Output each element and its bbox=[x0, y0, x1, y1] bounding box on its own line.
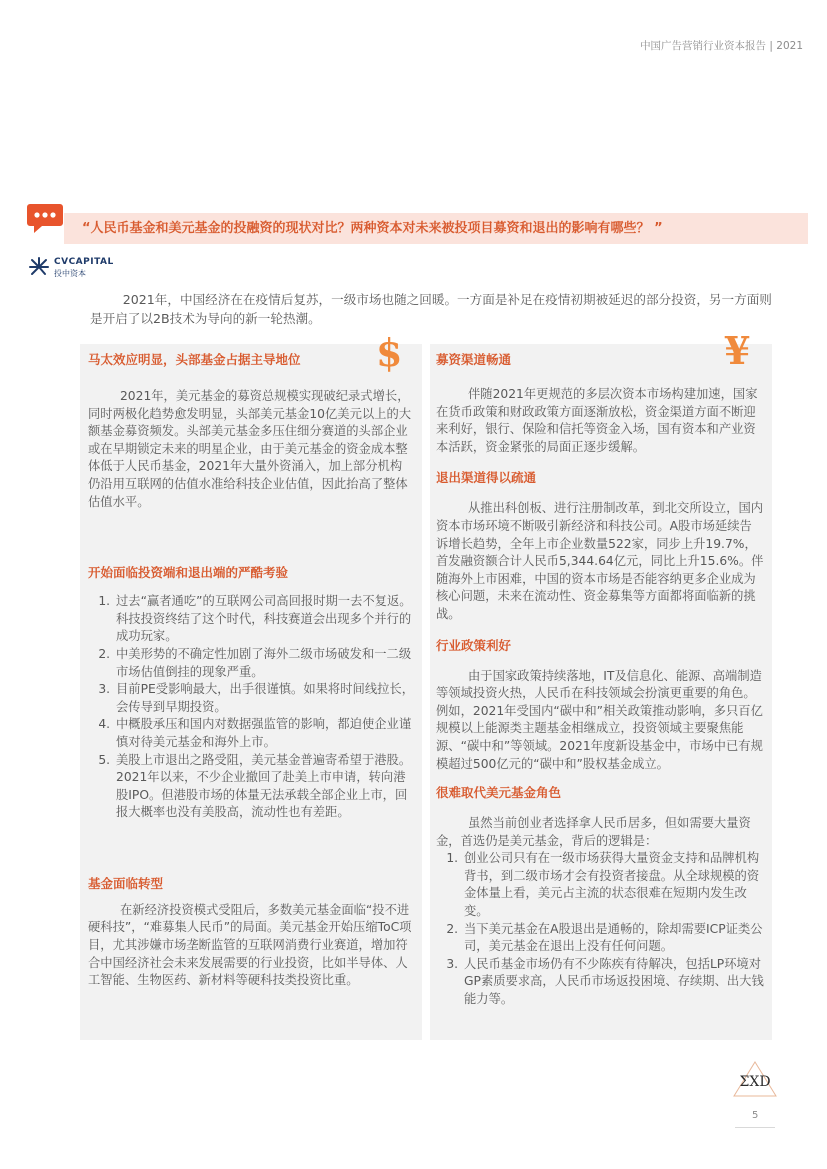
list-item: 1. 过去“赢者通吃”的互联网公司高回报时期一去不复返。科技投资终结了这个时代，科技赛道会出现多个并行的成功玩家。 bbox=[114, 593, 414, 646]
cvcapital-logo bbox=[28, 256, 128, 280]
right-section-3-title: 行业政策利好 bbox=[436, 637, 512, 653]
right-section-2-title: 退出渠道得以疏通 bbox=[436, 470, 537, 486]
list-item: 4. 中概股承压和国内对数据强监管的影响，都迫使企业谨慎对待美元基金和海外上市。 bbox=[114, 716, 414, 751]
right-section-1-text: 伴随2021年更规范的多层次资本市场构建加速，国家在货币政策和财政政策方面逐渐放松，资金渠道方面不断迎来利好，银行、保险和信托等资金入场，国有资本和产业资本活跃，资金紧张的局面正逐步缓解。 bbox=[436, 387, 758, 454]
right-section-1-title: 募资渠道畅通 bbox=[436, 352, 512, 367]
left-section-1-title: 马太效应明显，头部基金占据主导地位 bbox=[88, 352, 301, 367]
left-section-2-list bbox=[88, 593, 414, 822]
right-section-3-text: 由于国家政策持续落地，IT及信息化、能源、高端制造等领域投资火热，人民币在科技领域会扮演更重要的角色。例如，2021年受国内“碳中和”相关政策推动影响，多只百亿规模以上能源类主题基金相继成立，投资领域主要聚焦能源、“碳中和”等领域。2021年度新设基金中，市场中已有规模超过500亿元的“碳中和”股权基金成立。 bbox=[436, 668, 763, 771]
list-item: 3. 人民币基金市场仍有不少陈疾有待解决，包括LP环境对GP素质要求高，人民币市场返投困境、存续期、出大钱能力等。 bbox=[462, 956, 764, 1009]
right-section-4-title: 很难取代美元基金角色 bbox=[436, 785, 562, 801]
list-item: 3. 目前PE受影响最大，出手很谨慎。如果将时间线拉长，会传导到早期投资。 bbox=[114, 681, 414, 716]
intro-text: 2021年，中国经济在在疫情后复苏，一级市场也随之回暖。一方面是补足在疫情初期被延迟的部分投资，另一方面则是开启了以2B技术为导向的新一轮热潮。 bbox=[90, 292, 772, 326]
list-item: 2. 中美形势的不确定性加剧了海外二级市场破发和一二级市场估值倒挂的现象严重。 bbox=[114, 646, 414, 681]
list-item: 1. 创业公司只有在一级市场获得大量资金支持和品牌机构背书，到二级市场才会有投资者接盘。从全球规模的资金体量上看，美元占主流的状态很难在短期内发生改变。 bbox=[462, 850, 764, 920]
logo-name-cn: 投中资本 bbox=[54, 269, 86, 278]
report-header-title: 中国广告营销行业资本报告 | 2021 bbox=[640, 40, 803, 52]
usd-fund-panel bbox=[80, 344, 422, 1040]
intro-paragraph bbox=[90, 290, 778, 328]
left-section-1-text: 2021年，美元基金的募资总规模实现破纪录式增长，同时两极化趋势愈发明显，头部美元基金10亿美元以上的大额基金募资频发。头部美元基金多压住细分赛道的头部企业或在早期锁定未来的明星企业，由于美元基金的资金成本整体低于人民币基金，2021年大量外资涌入，加上部分机构仍沿用互联网的估值水准给科技企业估值，因此抬高了整体估值水平。 bbox=[88, 389, 412, 509]
rmb-fund-panel bbox=[430, 344, 772, 1040]
right-section-4-text: 虽然当前创业者选择拿人民币居多，但如需要大量资金，首选仍是美元基金，背后的逻辑是： bbox=[436, 816, 751, 848]
list-item: 5. 美股上市退出之路受阻，美元基金普遍寄希望于港股。2021年以来，不少企业撤回了赴美上市申请，转向港股IPO。但港股市场的体量无法承载全部企业上市，回报大概率也没有美股高，流动性也有差距。 bbox=[114, 752, 414, 822]
question-banner: “人民币基金和美元基金的投融资的现状对比？两种资本对未来被投项目募资和退出的影响有哪些？ ” bbox=[64, 213, 808, 244]
dollar-icon: $ bbox=[376, 330, 403, 375]
brand-logo bbox=[730, 1060, 780, 1100]
brand-logo-text: ΣXD bbox=[739, 1074, 771, 1090]
footer-divider bbox=[735, 1127, 775, 1128]
left-section-3-title: 基金面临转型 bbox=[88, 875, 164, 891]
right-section-4-list bbox=[436, 850, 764, 1008]
page-number: 5 bbox=[752, 1110, 759, 1121]
yen-icon: ¥ bbox=[724, 328, 751, 373]
chat-bubble-icon bbox=[26, 200, 64, 234]
left-section-3-text: 在新经济投资模式受阻后，多数美元基金面临“投不进硬科技”，“难募集人民币”的局面。美元基金开始压缩ToC项目，尤其涉嫌市场垄断监管的互联网消费行业赛道，增加符合中国经济社会未来发展需要的行业投资，比如半导体、人工智能、生物医药、新材料等硬科技类投资比重。 bbox=[88, 902, 412, 988]
list-item: 2. 当下美元基金在A股退出是通畅的，除却需要ICP证类公司，美元基金在退出上没有任何问题。 bbox=[462, 921, 764, 956]
right-section-2-text: 从推出科创板、进行注册制改革，到北交所设立，国内资本市场环境不断吸引新经济和科技公司。A股市场延续告诉增长趋势，全年上市企业数量522家，同步上升19.7%，首发融资额合计人民币5,344.64亿元，同比上升15.6%。伴随海外上市困难，中国的资本市场是否能容纳更多企业成为核心问题，未来在流动性、资金募集等方面都将面临新的挑战。 bbox=[436, 501, 764, 621]
cvcapital-logo-mark-icon bbox=[28, 256, 50, 278]
logo-name-en: CVCAPITAL bbox=[54, 257, 114, 267]
left-section-2-title: 开始面临投资端和退出端的严酷考验 bbox=[88, 565, 289, 581]
